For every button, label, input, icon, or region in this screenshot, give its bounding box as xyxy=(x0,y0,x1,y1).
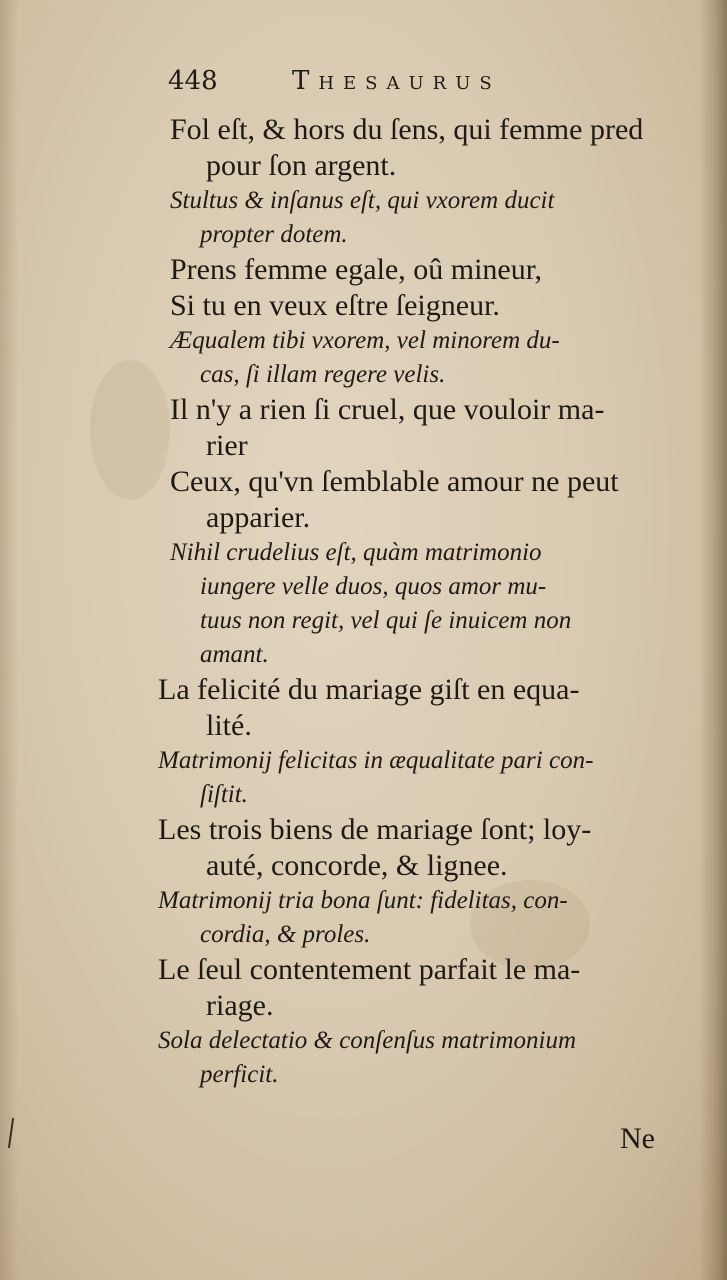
text-line: Le ſeul contentement parfait le ma- xyxy=(158,953,581,986)
text-line: pour ſon argent. xyxy=(206,149,397,182)
text-line: Il n'y a rien ſi cruel, que vouloir ma- xyxy=(170,393,605,426)
text-line: ſiſtit. xyxy=(200,781,248,808)
text-line: auté, concorde, & lignee. xyxy=(206,849,508,882)
text-line: Matrimonij felicitas in æqualitate pari con- xyxy=(158,747,594,774)
text-line: Æqualem tibi vxorem, vel minorem du- xyxy=(170,327,560,354)
text-line: tuus non regit, vel qui ſe inuicem non xyxy=(200,607,572,634)
page-right-binding-shadow xyxy=(699,0,727,1280)
text-line: riage. xyxy=(206,989,274,1022)
text-line: Les trois biens de mariage ſont; loy- xyxy=(158,813,592,846)
text-line: rier xyxy=(206,429,248,462)
text-line: cordia, & proles. xyxy=(200,921,371,948)
text-line: cas, ſi illam regere velis. xyxy=(200,361,446,388)
text-line: propter dotem. xyxy=(200,221,348,248)
text-block xyxy=(158,112,698,1092)
text-line: Sola delectatio & conſenſus matrimonium xyxy=(158,1027,577,1054)
page-left-shadow xyxy=(0,0,18,1280)
text-line: Nihil crudelius eſt, quàm matrimonio xyxy=(170,539,542,566)
text-line: Ceux, qu'vn ſemblable amour ne peut xyxy=(170,465,619,498)
text-line: Fol eſt, & hors du ſens, qui femme pred xyxy=(170,113,644,146)
catchword: Ne xyxy=(620,1122,655,1155)
text-line: Stultus & inſanus eſt, qui vxorem ducit xyxy=(170,187,555,214)
text-line: iungere velle duos, quos amor mu- xyxy=(200,573,547,600)
text-line: Matrimonij tria bona ſunt: fidelitas, con- xyxy=(158,887,568,914)
text-line: perficit. xyxy=(200,1061,279,1088)
running-title: Thesaurus xyxy=(292,66,501,96)
text-line: apparier. xyxy=(206,501,311,534)
text-line: Prens femme egale, oû mineur, xyxy=(170,253,543,286)
text-line: Si tu en veux eſtre ſeigneur. xyxy=(170,289,500,322)
page-number: 448 xyxy=(168,66,218,96)
text-line: lité. xyxy=(206,709,252,742)
text-line: amant. xyxy=(200,641,269,668)
page-header xyxy=(168,62,618,102)
text-line: La felicité du mariage giſt en equa- xyxy=(158,673,580,706)
